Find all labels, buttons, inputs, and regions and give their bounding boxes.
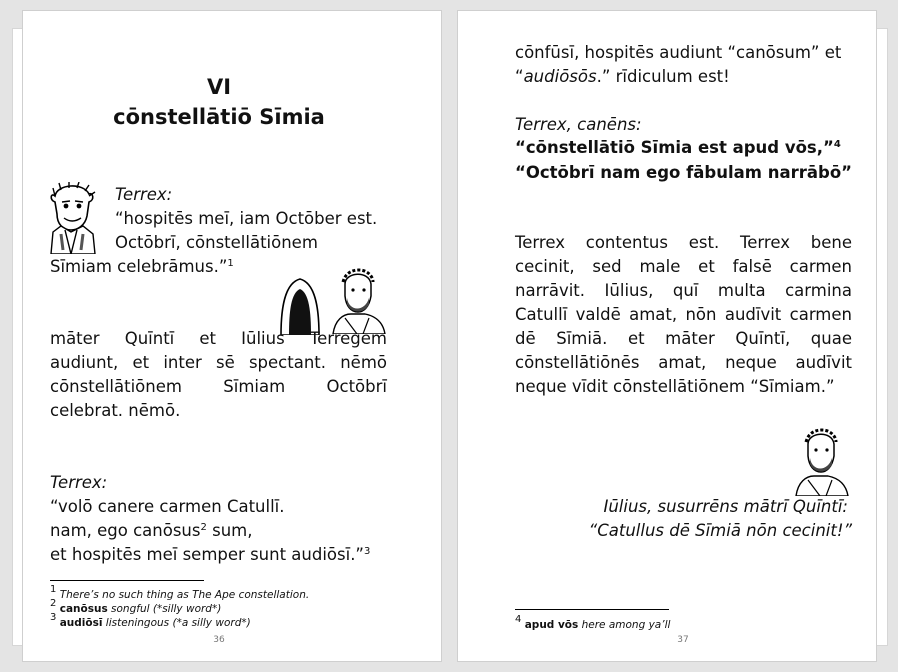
page-edge-right <box>876 28 888 646</box>
song-line-1-text: “cōnstellātiō Sīmia est apud vōs,” <box>515 138 834 157</box>
page-number-left: 36 <box>213 635 225 645</box>
left-page <box>22 10 442 662</box>
footnote-4 <box>515 614 671 632</box>
speech-1-line-3-text: Sīmiam celebrāmus.” <box>50 257 228 276</box>
continuation-line-2 <box>515 65 730 89</box>
footnote-4-text: here among ya’ll <box>578 619 671 631</box>
footnote-ref-3: 3 <box>363 546 371 557</box>
footnote-3-num: 3 <box>50 612 57 623</box>
footnote-ref-4: 4 <box>833 139 841 150</box>
narrative-line-2: audiunt, et inter sē spectant. nēmō <box>50 353 387 372</box>
right-narrative-line-2: cecinit, sed male et falsē carmen <box>515 257 852 276</box>
song-line-1 <box>515 136 841 160</box>
footnote-3 <box>50 612 251 630</box>
footnote-2-term: canōsus <box>59 603 108 615</box>
footnote-rule-right <box>515 609 669 610</box>
speaker-label-2: Terrex: <box>50 473 108 492</box>
footnote-ref-2: 2 <box>200 522 207 533</box>
terrex-illustration <box>47 182 97 254</box>
speech-1-line-1: “hospitēs meī, iam Octōber est. <box>115 209 378 228</box>
narrative-line-1: māter Quīntī et Iūlius Terregem <box>50 329 387 348</box>
narrative-line-4: celebrat. nēmō. <box>50 401 181 420</box>
footnote-1 <box>50 584 310 602</box>
right-narrative-line-4: Catullī valdē amat, nōn audīvit carmen <box>515 305 852 324</box>
speech-2-line-2 <box>50 519 252 543</box>
continuation-line-1: cōnfūsī, hospitēs audiunt “canōsum” et <box>515 43 842 62</box>
continuation-line-2-italic: audiōsōs <box>523 67 597 86</box>
speaker-label-1: Terrex: <box>115 185 173 204</box>
chapter-title: cōnstellātiō Sīmia <box>113 105 325 129</box>
right-narrative-line-3: narrāvit. Iūlius, quī multa carmina <box>515 281 852 300</box>
footnote-3-term: audiōsī <box>59 617 103 629</box>
footnote-rule <box>50 580 204 581</box>
right-page <box>457 10 877 662</box>
quote-line-2: “Catullus dē Sīmiā nōn cecinit!” <box>588 521 852 540</box>
right-narrative-line-5: dē Sīmiā. et māter Quīntī, quae <box>515 329 852 348</box>
footnote-1-text: There’s no such thing as The Ape constellation. <box>59 589 310 601</box>
right-narrative-line-1: Terrex contentus est. Terrex bene <box>515 233 852 252</box>
chapter-number: VI <box>206 75 232 99</box>
footnote-4-num: 4 <box>515 614 522 625</box>
speech-2-line-2-end: sum, <box>206 521 253 540</box>
footnote-3-text: listeningous (*a silly word*) <box>102 617 251 629</box>
song-line-2: “Octōbrī nam ego fābulam narrābō” <box>515 163 853 182</box>
continuation-line-2-post: .” rīdiculum est! <box>596 67 730 86</box>
continuation-line-2-pre: “ <box>515 67 524 86</box>
right-narrative-line-7: neque vīdit cōnstellātiōnem “Sīmiam.” <box>515 377 835 396</box>
footnote-2 <box>50 598 222 616</box>
footnote-2-num: 2 <box>50 598 57 609</box>
footnote-1-num: 1 <box>50 584 57 595</box>
speaker-label-singing: Terrex, canēns: <box>515 115 642 134</box>
speech-2-line-1: “volō canere carmen Catullī. <box>50 497 285 516</box>
narrative-line-3: cōnstellātiōnem Sīmiam Octōbrī <box>50 377 387 396</box>
speech-2-line-3-text: et hospitēs meī semper sunt audiōsī.” <box>50 545 364 564</box>
footnote-ref-1: 1 <box>227 258 234 269</box>
quote-line-1: Iūlius, susurrēns mātrī Quīntī: <box>603 497 848 516</box>
speech-1-line-3 <box>50 255 234 279</box>
page-number-right: 37 <box>677 635 689 645</box>
right-narrative-line-6: cōnstellātiōnēs amat, neque audīvit <box>515 353 852 372</box>
iulius-illustration <box>329 268 387 334</box>
speech-2-line-2-text: nam, ego canōsus <box>50 521 201 540</box>
speech-1-line-2: Octōbrī, cōnstellātiōnem <box>115 233 318 252</box>
footnote-4-term: apud vōs <box>524 619 579 631</box>
iulius-illustration-right <box>792 426 850 496</box>
footnote-2-text: songful (*silly word*) <box>107 603 222 615</box>
speech-2-line-3 <box>50 543 370 567</box>
